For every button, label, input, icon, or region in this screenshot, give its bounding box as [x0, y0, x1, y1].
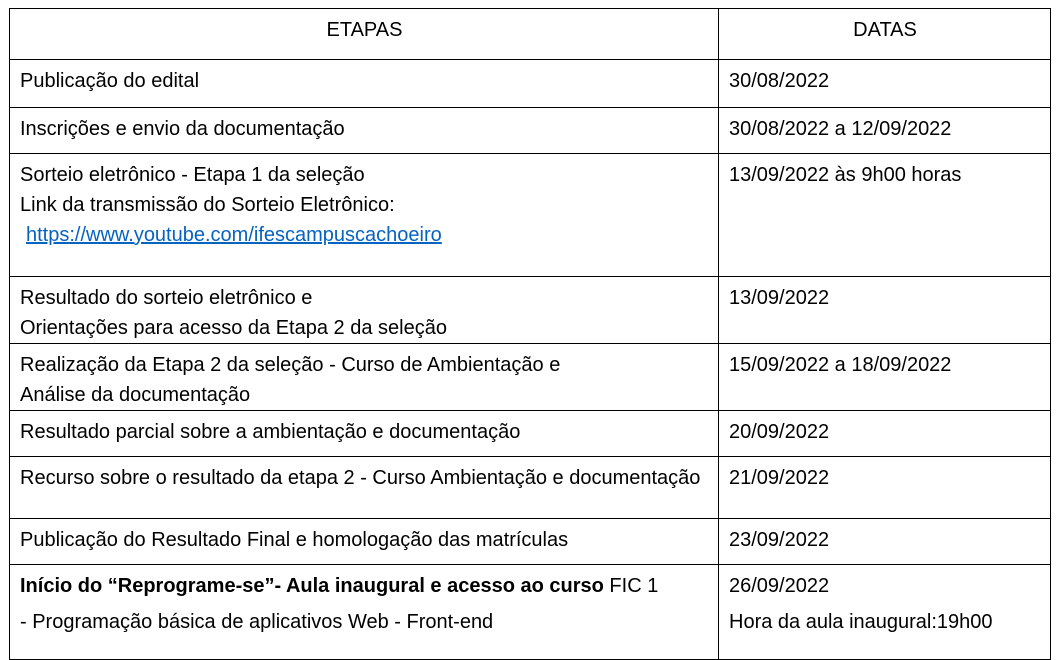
table-row [10, 519, 1051, 565]
etapa-text: FIC 1 [603, 575, 659, 597]
table-row [10, 60, 1051, 108]
etapa-line: Orientações para acesso da Etapa 2 da seleção [20, 317, 447, 339]
data-cell: 20/09/2022 [719, 411, 1051, 457]
data-cell: 23/09/2022 [719, 519, 1051, 565]
data-cell: 30/08/2022 [719, 60, 1051, 108]
etapa-cell: Resultado parcial sobre a ambientação e documentação [10, 411, 719, 457]
table-row [10, 108, 1051, 154]
table-row [10, 457, 1051, 519]
data-cell: 30/08/2022 a 12/09/2022 [719, 108, 1051, 154]
etapa-cell [10, 154, 719, 277]
etapa-cell [10, 344, 719, 411]
etapa-line: Sorteio eletrônico - Etapa 1 da seleção [20, 164, 365, 186]
data-cell [719, 565, 1051, 660]
table-row [10, 565, 1051, 660]
table-row [10, 344, 1051, 411]
table-row [10, 154, 1051, 277]
data-cell: 21/09/2022 [719, 457, 1051, 519]
data-line: 26/09/2022 [729, 575, 830, 597]
data-extra-line: Hora da aula inaugural:19h00 [729, 611, 993, 633]
etapa-line: Realização da Etapa 2 da seleção - Curso de Ambientação e [20, 354, 561, 376]
etapa-line: - Programação básica de aplicativos Web - Front-end [20, 611, 494, 633]
etapa-cell: Publicação do Resultado Final e homologação das matrículas [10, 519, 719, 565]
data-cell: 13/09/2022 às 9h00 horas [719, 154, 1051, 277]
header-etapas: ETAPAS [10, 9, 719, 60]
schedule-table [9, 8, 1051, 660]
header-row [10, 9, 1051, 60]
etapa-line: Resultado do sorteio eletrônico e [20, 287, 313, 309]
etapa-bold-text: Início do “Reprograme-se”- Aula inaugural e acesso ao curso [20, 575, 604, 597]
table-row [10, 411, 1051, 457]
etapa-line [20, 571, 709, 601]
youtube-link[interactable]: https://www.youtube.com/ifescampuscachoeiro [26, 224, 442, 246]
etapa-cell: Publicação do edital [10, 60, 719, 108]
etapa-cell [10, 277, 719, 344]
etapa-cell: Inscrições e envio da documentação [10, 108, 719, 154]
table-row [10, 277, 1051, 344]
etapa-cell [10, 565, 719, 660]
data-cell: 13/09/2022 [719, 277, 1051, 344]
header-datas: DATAS [719, 9, 1051, 60]
etapa-line: Análise da documentação [20, 384, 251, 406]
etapa-cell: Recurso sobre o resultado da etapa 2 - Curso Ambientação e documentação [10, 457, 719, 519]
data-cell: 15/09/2022 a 18/09/2022 [719, 344, 1051, 411]
etapa-line: Link da transmissão do Sorteio Eletrônico: [20, 194, 395, 216]
